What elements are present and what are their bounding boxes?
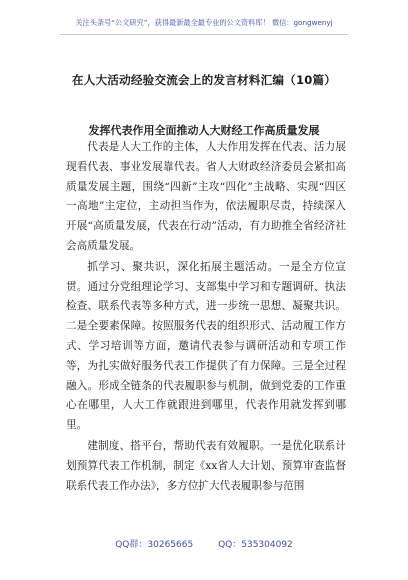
qq-number: QQ：535304092 <box>218 540 293 550</box>
paragraph: 代表是人大工作的主体，人大作用发挥在代表、活力展现看代表、事业发展靠代表。省人大财政经济委员会紧扣高质量发展主题，围绕“四新”主攻“四化”主战略、实现“四区一高地”主定位，主动担当作为，依法履职尽责，持续深入开展“高质量发展，代表在行动”活动，有力助推全省经济社会高质量发展。 <box>66 141 346 252</box>
qq-group-number: QQ群：30265665 <box>115 540 194 550</box>
body-text <box>66 138 346 496</box>
header-note: 关注头条号“公文研究”，获得最新最全最专业的公文资料库！ 微信：gongwenyj <box>75 18 333 27</box>
footer-contact <box>0 537 408 550</box>
paragraph: 抓学习、聚共识，深化拓展主题活动。一是全方位宣贯。通过分党组理论学习、支部集中学习和专题调研、执法检查、联系代表等多种方式，进一步统一思想、凝聚共识。二是全要素保障。按照服务代表的组织形式、活动履工作方式、学习培训等方面，邀请代表参与调研活动和专项工作等，为扎实做好服务代表工作提供了有力保障。三是全过程融入。形成全链条的代表履职参与机制，做到党委的工作重心在哪里，人大工作就跟进到哪里，代表作用就发挥到哪里。 <box>66 260 346 432</box>
document-title: 在人大活动经验交流会上的发言材料汇编（10篇） <box>71 73 337 87</box>
header-divider <box>60 34 348 35</box>
section-title: 发挥代表作用全面推动人大财经工作高质量发展 <box>88 124 320 137</box>
paragraph: 建制度、搭平台，帮助代表有效履职。一是优化联系计划预算代表工作机制，制定《xx省人大计划、预算审查监督联系代表工作办法》，多方位扩大代表履职参与范围 <box>66 439 346 492</box>
